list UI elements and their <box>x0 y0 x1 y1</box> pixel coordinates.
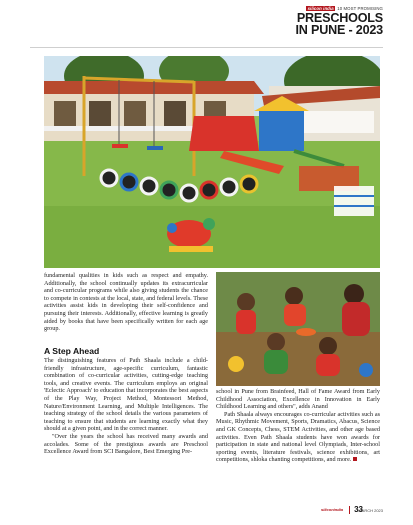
header-title-line1: PRESCHOOLS <box>296 11 383 25</box>
header-title-line2: IN PUNE - 2023 <box>295 23 383 37</box>
children-photo <box>216 272 380 386</box>
article-column-2 <box>216 388 380 464</box>
paragraph <box>216 411 380 464</box>
header-tagline: 10 MOST PROMISING <box>337 6 383 11</box>
paragraph: "Over the years the school has received many awards and accolades. Some of the prestigious awards are Preschool Excellence Award from SCI Bangalore, Best Emerging Pre- <box>44 432 208 456</box>
header-divider <box>30 47 383 48</box>
footer-brand: siliconindia <box>320 507 343 512</box>
issue-date: MARCH 2023 <box>358 508 383 513</box>
paragraph: school in Pune from Brainfeed, Hall of Fame Award from Early Childhood Association, Excellence in Innovation in Early Childhood Learning and others", adds Anand <box>216 388 380 411</box>
article-column-1-intro: fundamental qualities in kids such as respect and empathy. Additionally, the school continually updates its extracurricular and co-curricular programs while also giving students the chance to compete in contests at the local, state, and federal levels. These activities assist kids in developing their self-confidence and pursuing their interests. Additionally, effective learning is greatly aided by books that have been specifically written for each age group. <box>44 272 208 333</box>
brand-logo: silicon india <box>307 6 334 11</box>
paragraph-text: Path Shaala always encourages co-curricular activities such as Music, Rhythmic Movement, Sports, Dramatics, Abacus, Science and GK Concepts, Chess, STEM Activities, and other age based activities. Even Path Shaala students have won awards for participation in state and national level Olympiads, Inter-school sporting events, literature festivals, science exhibitions, art competitions, shloka chanting competitions, and more. <box>216 410 380 464</box>
page-footer <box>263 506 383 516</box>
footer-divider <box>349 506 350 514</box>
playground-photo <box>44 56 380 268</box>
magazine-header <box>223 6 383 36</box>
section-heading: A Step Ahead <box>44 346 100 356</box>
end-mark-icon <box>353 457 357 461</box>
page-number: 33 <box>354 505 363 514</box>
article-column-1-body <box>44 357 208 456</box>
paragraph: The distinguishing features of Path Shaala include a child-friendly infrastructure, age-specific curriculum, fantastic combination of co-curricular activities, cutting-edge teaching tools, and creative events. The curriculum employs an original 'Eclectic Approach' to education that incorporates the best aspects of the Play Way, Project Method, Montessori Method, Nature/Environment Learning, and Multiple Intelligences. The teaching strategy of the school details the various parameters of teaching to ensure that students are learning exactly what they should at a given point, and in the correct manner. <box>44 357 208 433</box>
